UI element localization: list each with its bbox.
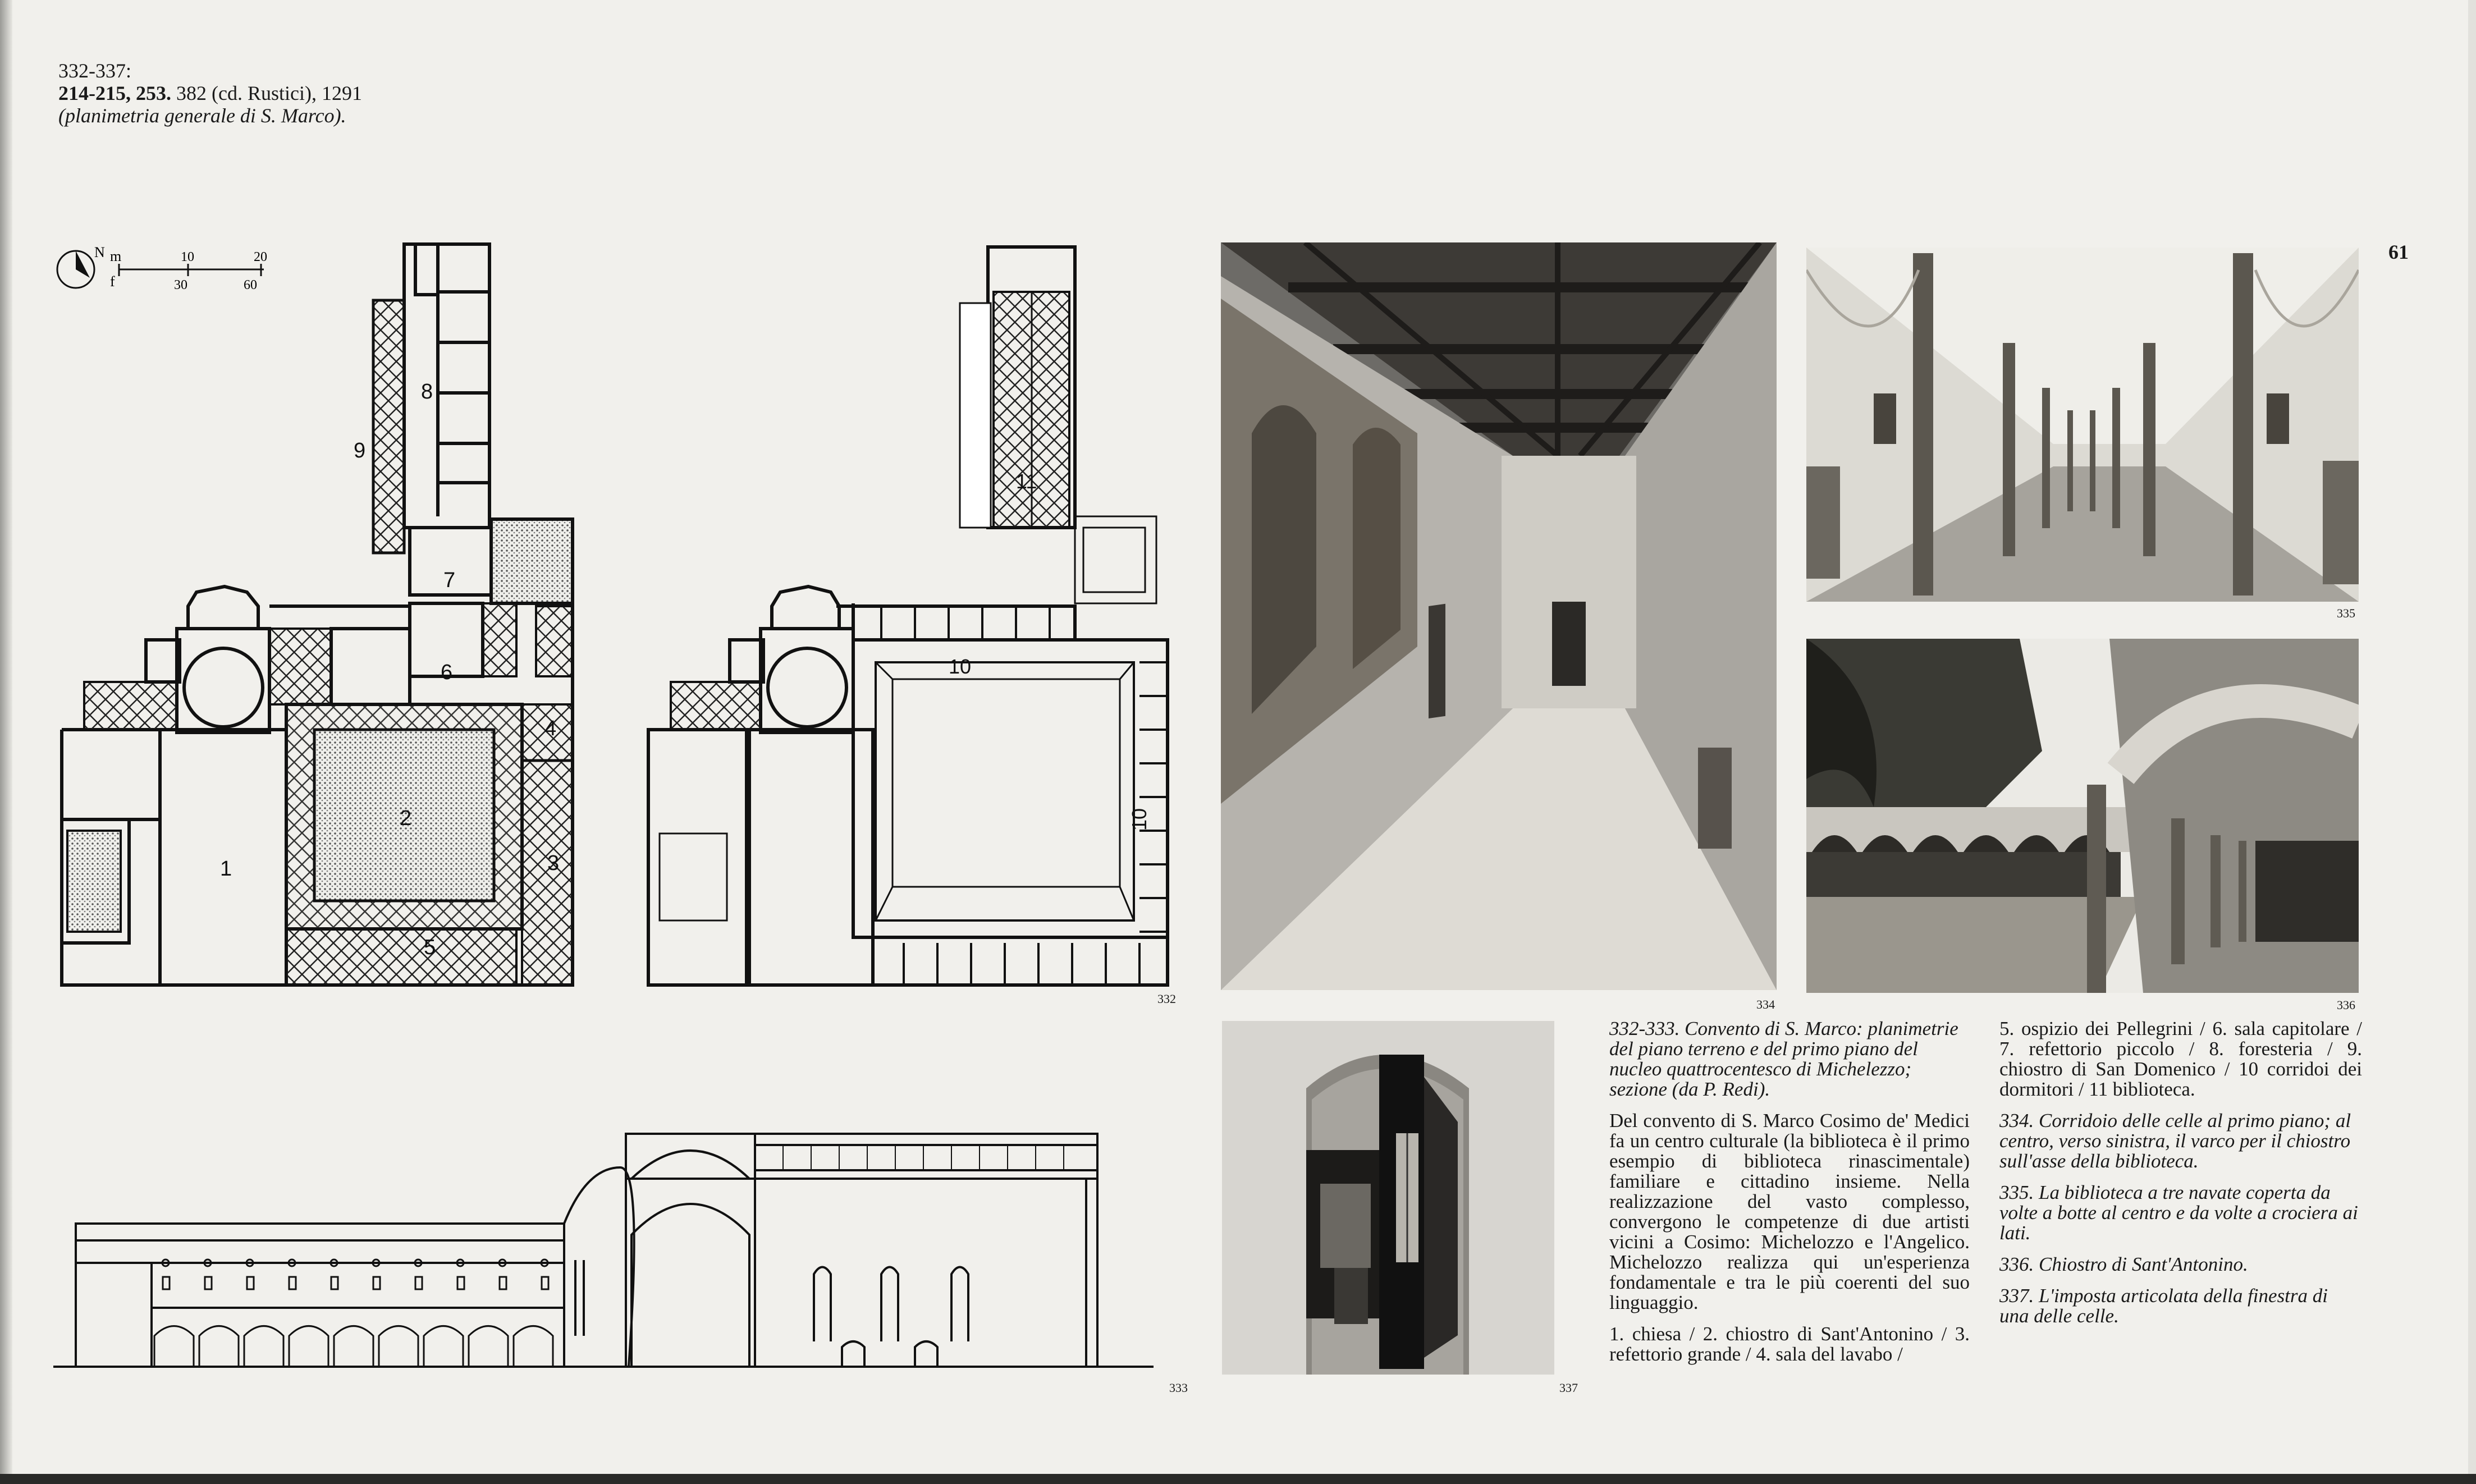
book-gutter	[0, 0, 12, 1484]
plan-label-9: 9	[354, 439, 366, 462]
scale-f60: 60	[244, 278, 257, 292]
bottom-edge	[0, 1474, 2476, 1484]
plan-label-5: 5	[424, 936, 436, 959]
ground-floor-plan	[51, 236, 612, 993]
compass-north-label: N	[94, 244, 105, 260]
plan-label-11: 11	[1016, 470, 1037, 493]
caption-334: 334. Corridoio delle celle al primo piano; al centro, verso sinistra, il varco per il chiostro sull'asse della biblioteca.	[1999, 1110, 2351, 1172]
scale-unit-f: f	[110, 273, 115, 290]
figure-number-332: 332	[1157, 992, 1176, 1006]
photo-corridor-of-cells	[1221, 242, 1777, 990]
plan-label-3: 3	[547, 851, 560, 875]
ref-line-1: 332-337:	[58, 59, 131, 82]
figure-number-336: 336	[2337, 998, 2355, 1012]
caption-335: 335. La biblioteca a tre navate coperta da volte a botte al centro e da volte a crociera ai lati.	[1999, 1181, 2358, 1244]
plan-label-10-top: 10	[949, 655, 972, 678]
first-floor-plan	[646, 236, 1184, 993]
ref-rest: 382 (cd. Rustici), 1291	[171, 82, 362, 104]
caption-332-title: 332-333. Convento di S. Marco: planimetrie del piano terreno e del primo piano del nucleo quattrocentesco di Michelezzo; sezione (da P. Redi).	[1609, 1018, 1958, 1100]
scale-m10: 10	[181, 250, 194, 264]
caption-column-right	[1999, 1019, 2362, 1338]
plan-label-2: 2	[400, 807, 412, 830]
plan-label-8: 8	[421, 380, 433, 404]
plan-label-4: 4	[544, 717, 557, 740]
plan-label-1: 1	[220, 857, 232, 881]
ref-line-3: (planimetria generale di S. Marco).	[58, 104, 346, 127]
scale-m20: 20	[254, 250, 267, 264]
caption-332-body: Del convento di S. Marco Cosimo de' Medici fa un centro culturale (la biblioteca è il primo esempio di biblioteca rinascimentale) familiare e cittadino insieme. Nella realizzazione del vasto complesso, convergono le competenze di due artisti vicini a Cosimo: Michelozzo e l'Angelico. Michelozzo realizza qui un'esperienza fondamentale e tra le più coerenti del suo linguaggio.	[1609, 1110, 1970, 1313]
ref-bold: 214-215, 253.	[58, 82, 171, 104]
plan-label-7: 7	[443, 569, 456, 592]
caption-332-333	[1609, 1019, 1970, 1376]
figure-number-333: 333	[1169, 1381, 1188, 1395]
figure-number-337: 337	[1559, 1381, 1578, 1395]
caption-337: 337. L'imposta articolata della finestra di una delle celle.	[1999, 1285, 2328, 1327]
page-number: 61	[2388, 241, 2409, 263]
scale-unit-m: m	[110, 248, 122, 264]
caption-336: 336. Chiostro di Sant'Antonino.	[1999, 1253, 2248, 1275]
photo-cloister-sant-antonino	[1806, 639, 2359, 993]
scale-f30: 30	[174, 278, 187, 292]
figure-number-334: 334	[1756, 997, 1775, 1011]
figure-reference	[58, 59, 362, 127]
page-edge	[2468, 0, 2476, 1484]
plan-label-6: 6	[441, 661, 453, 684]
figure-number-335: 335	[2337, 606, 2355, 620]
section-drawing	[53, 1123, 1176, 1375]
plan-label-10-side: 10	[1128, 808, 1151, 831]
caption-332-legend-b: 5. ospizio dei Pellegrini / 6. sala capitolare / 7. refettorio piccolo / 8. foresteria / 9. chiostro di San Domenico / 10 corridoi dei dormitori / 11 biblioteca.	[1999, 1018, 2362, 1100]
caption-332-legend-a: 1. chiesa / 2. chiostro di Sant'Antonino / 3. refettorio grande / 4. sala del lavabo /	[1609, 1323, 1970, 1365]
photo-cell-window	[1222, 1021, 1554, 1375]
photo-library-naves	[1806, 248, 2359, 602]
north-arrow-icon	[57, 251, 94, 288]
